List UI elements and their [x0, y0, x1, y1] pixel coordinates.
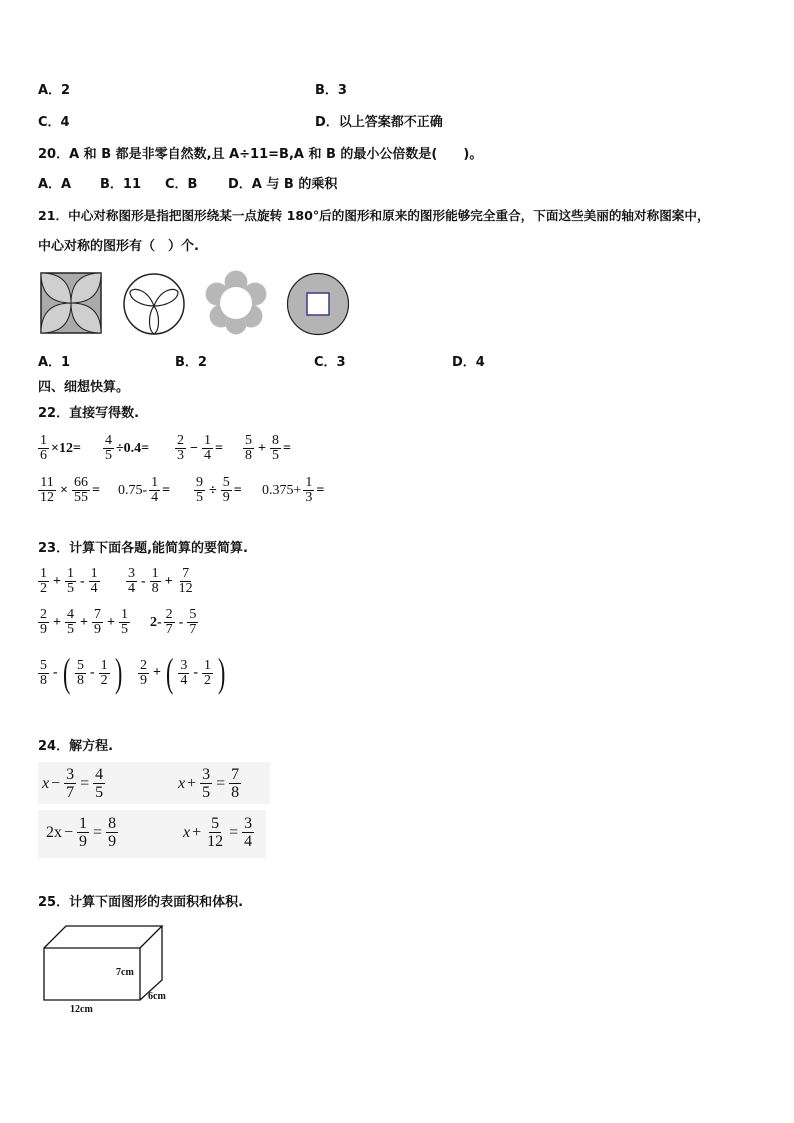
depth-label: 6cm [148, 991, 166, 1002]
q23-expr-d: 2- $\frac{2}{7}$ - $\frac{5}{7}$ [150, 607, 197, 637]
q21-option-d: D．4 [452, 355, 485, 370]
q22-expr-4: $\frac{5}{8}$ + $\frac{8}{5}$ = [245, 433, 291, 463]
q22-expr-1: $\frac{1}{6}$ ×12= [40, 433, 81, 463]
q23-expr-a: $\frac{1}{2}$ + $\frac{1}{5}$ - $\frac{1}{4}$ [40, 566, 98, 596]
cuboid-figure [38, 922, 178, 1014]
q20-option-d: D．A 与 B 的乘积 [228, 177, 338, 192]
q19-option-c: C．4 [38, 115, 70, 130]
q23-expr-b: $\frac{3}{4}$ - $\frac{1}{8}$ + $\frac{7}{12}$ [128, 566, 193, 596]
q23-expr-f: $\frac{2}{9}$ + ( $\frac{3}{4}$ - $\frac{1}{2}$ ) [140, 650, 226, 695]
q22-expr-2: $\frac{4}{5}$ ÷0.4= [105, 433, 150, 463]
height-label: 7cm [116, 967, 134, 978]
q24-equation-4: x + $\frac{5}{12}$ = $\frac{3}{4}$ [183, 815, 253, 850]
q20-option-a: A．A [38, 177, 72, 192]
q21-option-a: A．1 [38, 355, 71, 370]
coin-square-hole-icon [286, 272, 350, 336]
q19-option-d: D．以上答案都不正确 [315, 115, 443, 130]
q21-option-b: B．2 [175, 355, 207, 370]
q22-expr-6: 0.75- $\frac{1}{4}$ = [118, 475, 171, 505]
q21-stem-line1: 21．中心对称图形是指把图形绕某一点旋转 180°后的图形和原来的图形能够完全重合，下面这些美丽的轴对称图案中， [38, 208, 710, 223]
circle-three-petal-icon [122, 272, 186, 336]
section-title: 四、细想快算。 [38, 380, 130, 395]
q24-stem: 24．解方程. [38, 739, 114, 754]
q21-option-c: C．3 [314, 355, 346, 370]
q24-equation-1: x − $\frac{3}{7}$ = $\frac{4}{5}$ [42, 766, 104, 801]
q23-expr-e: $\frac{5}{8}$ - ( $\frac{5}{8}$ - $\frac{1}{2}$ ) [40, 650, 123, 695]
q20-option-b: B．11 [100, 177, 141, 192]
square-flower-icon [40, 272, 102, 334]
q23-stem: 23．计算下面各题,能简算的要简算. [38, 541, 248, 556]
q20-stem: 20．A 和 B 都是非零自然数,且 A÷11=B,A 和 B 的最小公倍数是( )。 [38, 147, 483, 162]
q22-expr-8: 0.375+ $\frac{1}{3}$ = [262, 475, 325, 505]
q22-stem: 22．直接写得数. [38, 406, 140, 421]
q19-option-b: B．3 [315, 83, 347, 98]
q22-expr-7: $\frac{9}{5}$ ÷ $\frac{5}{9}$ = [196, 475, 242, 505]
q19-option-a: A．2 [38, 83, 71, 98]
q22-expr-3: $\frac{2}{3}$ − $\frac{1}{4}$ = [177, 433, 223, 463]
q24-equation-2: x + $\frac{3}{5}$ = $\frac{7}{8}$ [178, 766, 240, 801]
length-label: 12cm [70, 1004, 93, 1014]
q21-stem-line2: 中心对称的图形有（ ）个. [38, 239, 199, 254]
flower-ring-icon [203, 270, 269, 336]
q23-expr-c: $\frac{2}{9}$ + $\frac{4}{5}$ + $\frac{7}{9}$ + $\frac{1}{5}$ [40, 607, 128, 637]
q24-equation-3: 2x − $\frac{1}{9}$ = $\frac{8}{9}$ [46, 815, 117, 850]
q25-stem: 25．计算下面图形的表面积和体积. [38, 895, 244, 910]
q20-option-c: C．B [165, 177, 198, 192]
q22-expr-5: $\frac{11}{12}$ × $\frac{66}{55}$ = [40, 475, 100, 505]
